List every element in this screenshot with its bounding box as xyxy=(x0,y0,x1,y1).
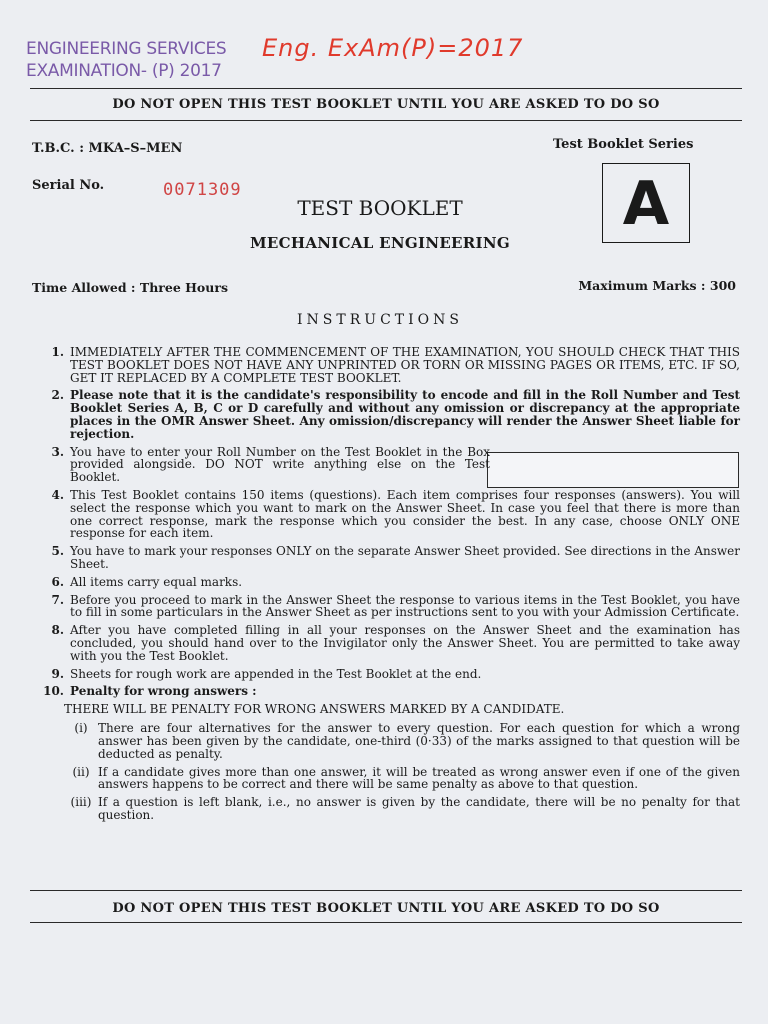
instruction-item: 3. You have to enter your Roll Number on the Test Booklet in the Box provided alongside. DO NOT write anything else on the Test Booklet. xyxy=(51,444,490,485)
top-rule-1 xyxy=(30,88,742,89)
penalty-item: (ii) If a candidate gives more than one answer, it will be treated as wrong answer even if one of the given answers happens to be correct and there will be same penalty as above to that question. xyxy=(72,764,740,792)
instruction-item: 8. After you have completed filling in all your responses on the Answer Sheet and the examination has concluded, you should hand over to the Invigilator only the Answer Sheet. You are permitted to take away with you the Test Booklet. xyxy=(51,623,740,663)
top-rule-2 xyxy=(30,120,742,121)
penalty-intro: THERE WILL BE PENALTY FOR WRONG ANSWERS MARKED BY A CANDIDATE. xyxy=(64,702,565,717)
booklet-title: TEST BOOKLET xyxy=(297,196,463,220)
penalty-item: (i) There are four alternatives for the answer to every question. For each question for which a wrong answer has been given by the candidate, one-third (0·33) of the marks assigned to that question will be deducted as penalty. xyxy=(74,721,740,761)
instruction-item: 6. All items carry equal marks. xyxy=(51,574,243,589)
stamp-line-1: ENGINEERING SERVICES xyxy=(26,39,227,59)
instruction-item: 4. This Test Booklet contains 150 items (questions). Each item comprises four responses (answers). You will select the response which you want to mark on the Answer Sheet. In case you feel that there is more than one correct response, mark the response which you consider the best. In any case, choose ONLY ONE response for each item. xyxy=(51,487,740,541)
series-label: Test Booklet Series xyxy=(553,137,694,152)
subject-title: MECHANICAL ENGINEERING xyxy=(249,234,510,252)
bottom-rule-2 xyxy=(30,922,742,923)
series-letter-box: A xyxy=(602,163,690,243)
exam-stamp xyxy=(26,38,226,82)
instruction-item: 2. Please note that it is the candidate's responsibility to encode and fill in the Roll Number and Test Booklet Series A, B, C or D carefully and without any omission or discrepancy at the appropriate places in the OMR Answer Sheet. Any omission/discrepancy will render the Answer Sheet liable for rejection. xyxy=(51,388,740,441)
time-allowed: Time Allowed : Three Hours xyxy=(32,280,228,295)
maximum-marks: Maximum Marks : 300 xyxy=(578,278,736,293)
instruction-item: 7. Before you proceed to mark in the Answer Sheet the response to various items in the Test Booklet, you have to fill in some particulars in the Answer Sheet as per instructions sent to you with your Admission Certificate. xyxy=(51,592,740,620)
bottom-banner: DO NOT OPEN THIS TEST BOOKLET UNTIL YOU ARE ASKED TO DO SO xyxy=(112,901,660,916)
top-banner: DO NOT OPEN THIS TEST BOOKLET UNTIL YOU ARE ASKED TO DO SO xyxy=(112,97,660,112)
serial-number: 0071309 xyxy=(163,180,242,200)
penalty-item: (iii) If a question is left blank, i.e., no answer is given by the candidate, there will be no penalty for that question. xyxy=(70,795,740,822)
tbc-code: T.B.C. : MKA–S–MEN xyxy=(32,141,183,156)
bottom-rule-1 xyxy=(30,890,742,891)
instructions-list xyxy=(32,346,740,827)
instruction-item: 5. You have to mark your responses ONLY on the separate Answer Sheet provided. See directions in the Answer Sheet. xyxy=(51,544,740,571)
instruction-item: 9. Sheets for rough work are appended in the Test Booklet at the end. xyxy=(51,666,482,681)
stamp-line-2: EXAMINATION- (P) 2017 xyxy=(26,61,222,81)
instruction-item: 1. IMMEDIATELY AFTER THE COMMENCEMENT OF THE EXAMINATION, YOU SHOULD CHECK THAT THIS TEST BOOKLET DOES NOT HAVE ANY UNPRINTED OR TORN OR MISSING PAGES OR ITEMS, ETC. IF SO, GET IT REPLACED BY A COMPLETE TEST BOOKLET. xyxy=(51,345,740,385)
handwritten-note: Eng. ExAm(P)=2017 xyxy=(262,34,524,62)
serial-label: Serial No. xyxy=(32,178,105,193)
instructions-heading: INSTRUCTIONS xyxy=(297,312,463,328)
instruction-item: 10. Penalty for wrong answers : xyxy=(43,684,257,699)
